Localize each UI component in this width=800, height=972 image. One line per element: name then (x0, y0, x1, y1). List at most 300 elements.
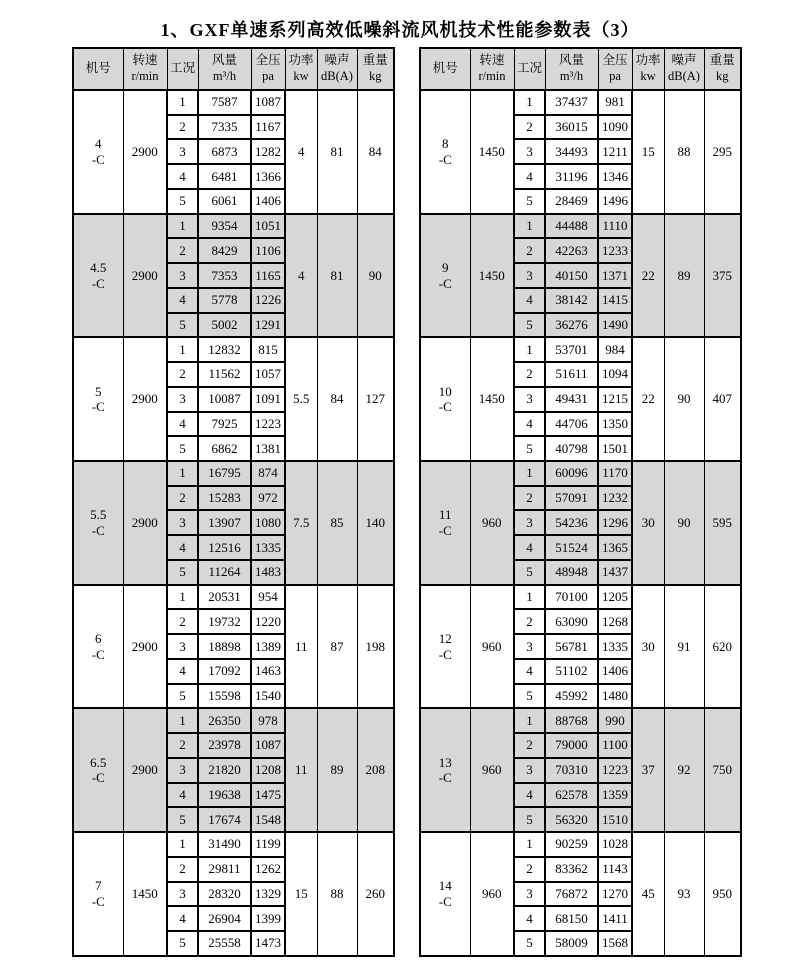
pressure-cell: 815 (251, 337, 285, 362)
power-cell: 7.5 (285, 461, 317, 585)
airflow-cell: 7335 (198, 115, 251, 140)
header-label: 机号 (85, 61, 111, 76)
weight-cell: 260 (357, 832, 394, 956)
pressure-cell: 1087 (251, 733, 285, 758)
airflow-cell: 7587 (198, 90, 251, 115)
pressure-cell: 1329 (251, 882, 285, 907)
pressure-cell: 1268 (598, 609, 632, 634)
header-unit: r/min (478, 69, 506, 83)
pressure-cell: 1205 (598, 585, 632, 610)
fan-model-group (73, 832, 394, 956)
airflow-cell: 40150 (545, 263, 598, 288)
condition-cell: 1 (514, 461, 545, 486)
pressure-cell: 1226 (251, 288, 285, 313)
airflow-cell: 13907 (198, 510, 251, 535)
fan-model-group (73, 90, 394, 214)
pressure-cell: 1282 (251, 139, 285, 164)
pressure-cell: 1106 (251, 238, 285, 263)
condition-cell: 3 (167, 882, 198, 907)
pressure-cell: 1366 (251, 164, 285, 189)
airflow-cell: 7925 (198, 412, 251, 437)
airflow-cell: 79000 (545, 733, 598, 758)
weight-cell: 198 (357, 585, 394, 709)
airflow-cell: 31196 (545, 164, 598, 189)
airflow-cell: 37437 (545, 90, 598, 115)
condition-cell: 1 (167, 708, 198, 733)
model-number: 6.5 (90, 754, 107, 770)
speed-cell: 2900 (123, 337, 167, 461)
model-cell (73, 461, 123, 585)
airflow-cell: 36276 (545, 313, 598, 338)
airflow-cell: 28320 (198, 882, 251, 907)
header-label: 噪声 (671, 53, 697, 68)
fan-model-group (73, 337, 394, 461)
condition-cell: 1 (167, 337, 198, 362)
condition-cell: 5 (167, 560, 198, 585)
condition-cell: 4 (514, 535, 545, 560)
header-label: 全压 (602, 53, 628, 68)
model-suffix: -C (438, 275, 452, 291)
header-cell-speed (123, 48, 167, 90)
model-cell (73, 214, 123, 338)
condition-cell: 1 (167, 214, 198, 239)
condition-cell: 3 (167, 387, 198, 412)
speed-cell: 960 (470, 585, 514, 709)
header-label: 转速 (479, 53, 505, 68)
airflow-cell: 20531 (198, 585, 251, 610)
model-cell (73, 708, 123, 832)
condition-cell: 1 (514, 708, 545, 733)
header-cell-speed (470, 48, 514, 90)
pressure-cell: 1540 (251, 684, 285, 709)
condition-cell: 4 (514, 783, 545, 808)
model-number: 11 (438, 507, 452, 523)
condition-cell: 4 (514, 906, 545, 931)
model-suffix: -C (438, 770, 452, 786)
pressure-cell: 972 (251, 486, 285, 511)
condition-cell: 5 (514, 560, 545, 585)
header-unit: kg (716, 69, 729, 83)
pressure-cell: 1215 (598, 387, 632, 412)
noise-cell: 84 (317, 337, 357, 461)
airflow-cell: 12516 (198, 535, 251, 560)
airflow-cell: 18898 (198, 634, 251, 659)
pressure-cell: 1223 (251, 412, 285, 437)
pressure-cell: 874 (251, 461, 285, 486)
airflow-cell: 7353 (198, 263, 251, 288)
model-suffix: -C (438, 646, 452, 662)
airflow-cell: 28469 (545, 189, 598, 214)
noise-cell: 89 (664, 214, 704, 338)
model-suffix: -C (91, 275, 105, 291)
model-suffix: -C (91, 399, 105, 415)
speed-cell: 1450 (470, 337, 514, 461)
noise-cell: 81 (317, 90, 357, 214)
power-cell: 30 (632, 461, 664, 585)
condition-cell: 3 (514, 634, 545, 659)
table-row (420, 461, 741, 486)
airflow-cell: 56781 (545, 634, 598, 659)
speed-cell: 2900 (123, 585, 167, 709)
fan-model-group (73, 585, 394, 709)
model-suffix: -C (438, 399, 452, 415)
pressure-cell: 1437 (598, 560, 632, 585)
condition-cell: 4 (514, 288, 545, 313)
pressure-cell: 1100 (598, 733, 632, 758)
airflow-cell: 15283 (198, 486, 251, 511)
pressure-cell: 1270 (598, 882, 632, 907)
header-label: 风量 (211, 53, 237, 68)
table-row (73, 214, 394, 239)
condition-cell: 5 (167, 807, 198, 832)
table-row (420, 337, 741, 362)
model-number: 10 (438, 383, 452, 399)
noise-cell: 88 (664, 90, 704, 214)
fan-model-group (420, 214, 741, 338)
header-unit: kg (369, 69, 382, 83)
condition-cell: 2 (514, 238, 545, 263)
header-unit: pa (262, 69, 274, 83)
header-cell-airflow (545, 48, 598, 90)
pressure-cell: 1475 (251, 783, 285, 808)
weight-cell: 140 (357, 461, 394, 585)
pressure-cell: 1170 (598, 461, 632, 486)
header-cell-condition (167, 48, 198, 90)
weight-cell: 750 (704, 708, 741, 832)
airflow-cell: 19638 (198, 783, 251, 808)
airflow-cell: 6862 (198, 436, 251, 461)
airflow-cell: 26904 (198, 906, 251, 931)
header-unit: r/min (131, 69, 159, 83)
pressure-cell: 1480 (598, 684, 632, 709)
fan-model-group (420, 832, 741, 956)
noise-cell: 92 (664, 708, 704, 832)
pressure-cell: 1165 (251, 263, 285, 288)
airflow-cell: 90259 (545, 832, 598, 857)
header-cell-weight (357, 48, 394, 90)
weight-cell: 620 (704, 585, 741, 709)
noise-cell: 91 (664, 585, 704, 709)
table-row (73, 708, 394, 733)
speed-cell: 2900 (123, 708, 167, 832)
speed-cell: 1450 (123, 832, 167, 956)
power-cell: 15 (285, 832, 317, 956)
pressure-cell: 1199 (251, 832, 285, 857)
condition-cell: 1 (167, 832, 198, 857)
airflow-cell: 23978 (198, 733, 251, 758)
power-cell: 45 (632, 832, 664, 956)
airflow-cell: 9354 (198, 214, 251, 239)
condition-cell: 5 (167, 931, 198, 956)
airflow-cell: 44706 (545, 412, 598, 437)
model-cell (420, 832, 470, 956)
table-row (420, 585, 741, 610)
fan-model-group (73, 461, 394, 585)
table-row (73, 832, 394, 857)
pressure-cell: 1296 (598, 510, 632, 535)
condition-cell: 3 (514, 510, 545, 535)
table-row (73, 585, 394, 610)
condition-cell: 2 (167, 733, 198, 758)
airflow-cell: 21820 (198, 758, 251, 783)
power-cell: 11 (285, 585, 317, 709)
header-cell-model (73, 48, 123, 90)
condition-cell: 2 (167, 115, 198, 140)
header-label: 转速 (132, 53, 158, 68)
condition-cell: 1 (167, 585, 198, 610)
header-cell-power (632, 48, 664, 90)
condition-cell: 5 (514, 684, 545, 709)
pressure-cell: 1051 (251, 214, 285, 239)
condition-cell: 2 (167, 238, 198, 263)
weight-cell: 375 (704, 214, 741, 338)
airflow-cell: 38142 (545, 288, 598, 313)
header-label: 机号 (432, 61, 458, 76)
power-cell: 22 (632, 337, 664, 461)
condition-cell: 4 (167, 412, 198, 437)
airflow-cell: 40798 (545, 436, 598, 461)
pressure-cell: 1080 (251, 510, 285, 535)
pressure-cell: 1211 (598, 139, 632, 164)
header-cell-airflow (198, 48, 251, 90)
airflow-cell: 83362 (545, 857, 598, 882)
airflow-cell: 58009 (545, 931, 598, 956)
airflow-cell: 36015 (545, 115, 598, 140)
airflow-cell: 68150 (545, 906, 598, 931)
header-label: 重量 (362, 53, 388, 68)
model-cell (420, 90, 470, 214)
power-cell: 4 (285, 90, 317, 214)
pressure-cell: 1463 (251, 659, 285, 684)
power-cell: 15 (632, 90, 664, 214)
model-suffix: -C (91, 151, 105, 167)
pressure-cell: 1090 (598, 115, 632, 140)
model-cell (73, 585, 123, 709)
airflow-cell: 42263 (545, 238, 598, 263)
condition-cell: 1 (514, 337, 545, 362)
pressure-cell: 1490 (598, 313, 632, 338)
header-cell-noise (664, 48, 704, 90)
pressure-cell: 1381 (251, 436, 285, 461)
weight-cell: 208 (357, 708, 394, 832)
noise-cell: 81 (317, 214, 357, 338)
fan-model-group (420, 90, 741, 214)
pressure-cell: 1501 (598, 436, 632, 461)
model-number: 13 (438, 754, 452, 770)
speed-cell: 1450 (470, 90, 514, 214)
header-label: 功率 (288, 53, 314, 68)
speed-cell: 1450 (470, 214, 514, 338)
model-cell (420, 461, 470, 585)
model-cell (73, 337, 123, 461)
condition-cell: 4 (514, 659, 545, 684)
pressure-cell: 1335 (251, 535, 285, 560)
airflow-cell: 48948 (545, 560, 598, 585)
model-number: 5.5 (90, 507, 107, 523)
pressure-cell: 990 (598, 708, 632, 733)
airflow-cell: 6481 (198, 164, 251, 189)
condition-cell: 2 (167, 857, 198, 882)
header-cell-weight (704, 48, 741, 90)
spec-table-right (419, 47, 742, 957)
weight-cell: 127 (357, 337, 394, 461)
header-cell-condition (514, 48, 545, 90)
condition-cell: 3 (167, 263, 198, 288)
airflow-cell: 51524 (545, 535, 598, 560)
model-cell (420, 708, 470, 832)
header-label: 工况 (516, 61, 542, 76)
model-number: 9 (442, 259, 449, 275)
speed-cell: 2900 (123, 90, 167, 214)
airflow-cell: 57091 (545, 486, 598, 511)
table-row (73, 90, 394, 115)
header-cell-pressure (598, 48, 632, 90)
pressure-cell: 1233 (598, 238, 632, 263)
condition-cell: 3 (514, 139, 545, 164)
model-number: 6 (95, 630, 102, 646)
fan-model-group (73, 214, 394, 338)
power-cell: 22 (632, 214, 664, 338)
pressure-cell: 1350 (598, 412, 632, 437)
pressure-cell: 1232 (598, 486, 632, 511)
airflow-cell: 56320 (545, 807, 598, 832)
power-cell: 11 (285, 708, 317, 832)
pressure-cell: 1057 (251, 362, 285, 387)
condition-cell: 3 (167, 510, 198, 535)
header-label: 全压 (255, 53, 281, 68)
condition-cell: 5 (167, 313, 198, 338)
condition-cell: 3 (167, 758, 198, 783)
airflow-cell: 60096 (545, 461, 598, 486)
airflow-cell: 34493 (545, 139, 598, 164)
condition-cell: 3 (514, 758, 545, 783)
pressure-cell: 1143 (598, 857, 632, 882)
airflow-cell: 63090 (545, 609, 598, 634)
airflow-cell: 12832 (198, 337, 251, 362)
condition-cell: 4 (167, 164, 198, 189)
condition-cell: 4 (167, 288, 198, 313)
airflow-cell: 26350 (198, 708, 251, 733)
header-row (73, 48, 394, 90)
speed-cell: 2900 (123, 214, 167, 338)
model-number: 8 (442, 136, 449, 152)
pressure-cell: 1359 (598, 783, 632, 808)
table-row (420, 90, 741, 115)
header-cell-power (285, 48, 317, 90)
airflow-cell: 5778 (198, 288, 251, 313)
model-cell (73, 832, 123, 956)
pressure-cell: 1110 (598, 214, 632, 239)
header-cell-model (420, 48, 470, 90)
header-unit: m³/h (212, 69, 237, 83)
airflow-cell: 11562 (198, 362, 251, 387)
airflow-cell: 45992 (545, 684, 598, 709)
model-cell (73, 90, 123, 214)
condition-cell: 1 (514, 214, 545, 239)
noise-cell: 88 (317, 832, 357, 956)
condition-cell: 1 (514, 90, 545, 115)
noise-cell: 93 (664, 832, 704, 956)
pressure-cell: 1028 (598, 832, 632, 857)
condition-cell: 5 (167, 436, 198, 461)
speed-cell: 960 (470, 461, 514, 585)
airflow-cell: 5002 (198, 313, 251, 338)
airflow-cell: 51611 (545, 362, 598, 387)
pressure-cell: 1365 (598, 535, 632, 560)
model-number: 7 (95, 878, 102, 894)
pressure-cell: 981 (598, 90, 632, 115)
weight-cell: 407 (704, 337, 741, 461)
condition-cell: 2 (514, 733, 545, 758)
condition-cell: 3 (167, 139, 198, 164)
pressure-cell: 1483 (251, 560, 285, 585)
model-suffix: -C (91, 522, 105, 538)
header-unit: kw (293, 69, 309, 83)
model-number: 12 (438, 630, 452, 646)
pressure-cell: 1220 (251, 609, 285, 634)
condition-cell: 3 (514, 882, 545, 907)
pressure-cell: 1473 (251, 931, 285, 956)
speed-cell: 960 (470, 708, 514, 832)
pressure-cell: 978 (251, 708, 285, 733)
pressure-cell: 1496 (598, 189, 632, 214)
page-title: 1、GXF单速系列高效低噪斜流风机技术性能参数表（3） (160, 20, 640, 40)
noise-cell: 87 (317, 585, 357, 709)
condition-cell: 3 (514, 263, 545, 288)
model-number: 4 (95, 136, 102, 152)
pressure-cell: 1568 (598, 931, 632, 956)
pressure-cell: 1510 (598, 807, 632, 832)
model-suffix: -C (91, 893, 105, 909)
pressure-cell: 1406 (598, 659, 632, 684)
pressure-cell: 1091 (251, 387, 285, 412)
noise-cell: 90 (664, 461, 704, 585)
airflow-cell: 70100 (545, 585, 598, 610)
condition-cell: 4 (167, 659, 198, 684)
weight-cell: 950 (704, 832, 741, 956)
weight-cell: 84 (357, 90, 394, 214)
condition-cell: 1 (167, 90, 198, 115)
model-number: 4.5 (90, 259, 107, 275)
pressure-cell: 1087 (251, 90, 285, 115)
header-unit: dB(A) (321, 69, 353, 83)
model-suffix: -C (438, 893, 452, 909)
header-unit: dB(A) (668, 69, 700, 83)
pressure-cell: 1346 (598, 164, 632, 189)
airflow-cell: 10087 (198, 387, 251, 412)
condition-cell: 2 (167, 362, 198, 387)
power-cell: 4 (285, 214, 317, 338)
header-unit: m³/h (559, 69, 584, 83)
condition-cell: 2 (514, 609, 545, 634)
pressure-cell: 984 (598, 337, 632, 362)
pressure-cell: 1223 (598, 758, 632, 783)
header-label: 风量 (558, 53, 584, 68)
header-unit: kw (640, 69, 656, 83)
airflow-cell: 88768 (545, 708, 598, 733)
table-row (420, 708, 741, 733)
pressure-cell: 1389 (251, 634, 285, 659)
table-row (73, 461, 394, 486)
condition-cell: 5 (514, 931, 545, 956)
airflow-cell: 6061 (198, 189, 251, 214)
condition-cell: 1 (514, 832, 545, 857)
fan-model-group (420, 708, 741, 832)
airflow-cell: 76872 (545, 882, 598, 907)
airflow-cell: 25558 (198, 931, 251, 956)
header-label: 噪声 (324, 53, 350, 68)
condition-cell: 2 (167, 486, 198, 511)
